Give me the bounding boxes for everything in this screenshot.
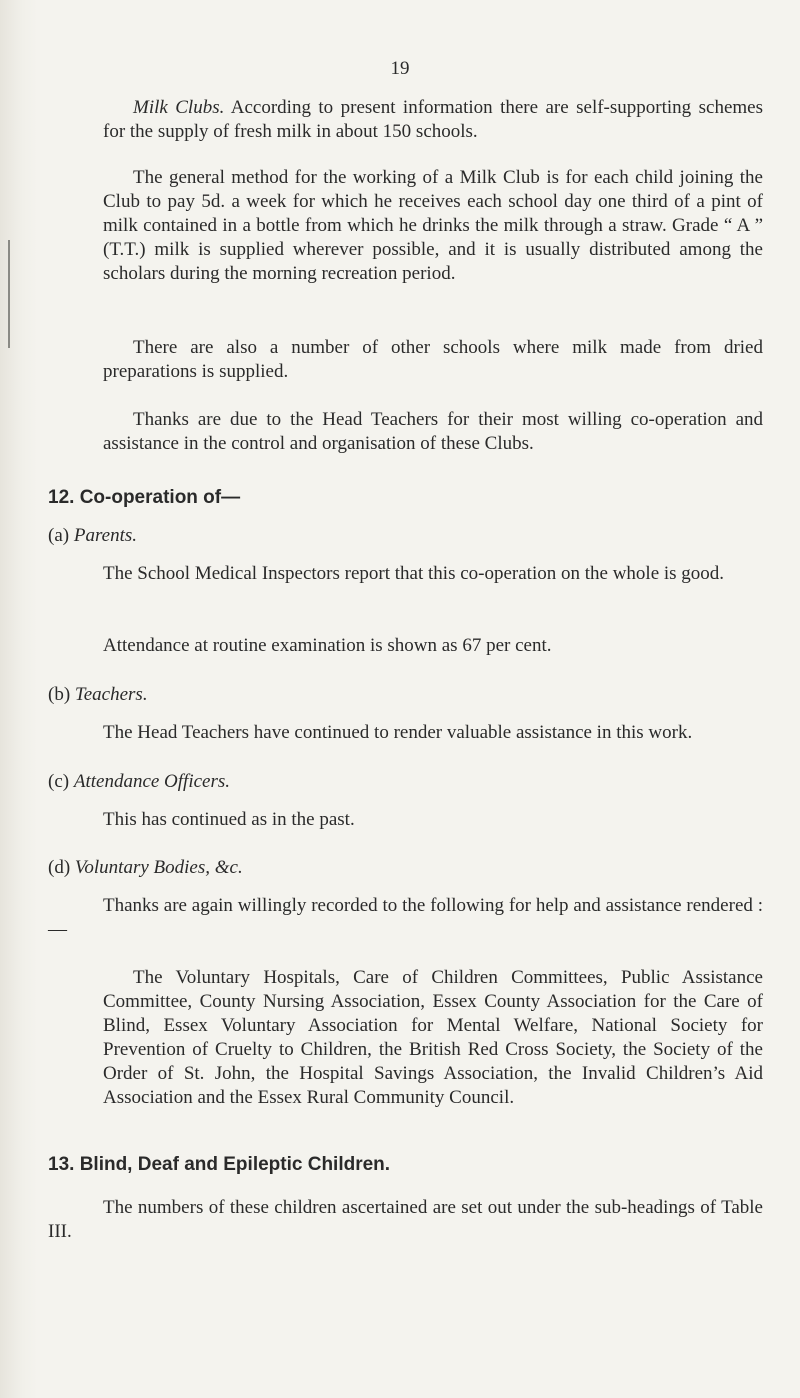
subsection-c-title: Attendance Officers. bbox=[73, 771, 231, 792]
milk-clubs-title: Milk Clubs. bbox=[133, 97, 225, 118]
milk-clubs-thanks-paragraph: Thanks are due to the Head Teachers for their most willing co-operation and assistance in the control and organisation of these Clubs. bbox=[103, 409, 763, 454]
binding-margin-shadow bbox=[0, 0, 38, 1398]
subsection-b-heading bbox=[48, 683, 148, 707]
section-13-heading: 13. Blind, Deaf and Epileptic Children. bbox=[48, 1154, 391, 1175]
subsection-a-heading bbox=[48, 524, 137, 548]
subsection-a-title: Parents. bbox=[73, 525, 137, 546]
subsection-d-title: Voluntary Bodies, &c. bbox=[74, 857, 243, 878]
section-12-heading: 12. Co-operation of— bbox=[48, 487, 241, 508]
subsection-d-heading bbox=[48, 856, 243, 880]
subsection-d-label: (d) bbox=[48, 857, 71, 878]
attendance-officers-paragraph: This has continued as in the past. bbox=[103, 809, 355, 830]
subsection-b-label: (b) bbox=[48, 684, 71, 705]
attendance-paragraph: Attendance at routine examination is shown as 67 per cent. bbox=[103, 635, 552, 656]
subsection-b-title: Teachers. bbox=[74, 684, 148, 705]
milk-clubs-method-paragraph: The general method for the working of a Milk Club is for each child joining the Club to pay 5d. a week for which he receives each school day one third of a pint of milk contained in a bottle from which he drinks the milk through a straw. Grade “ A ” (T.T.) milk is supplied wherever possible, and it is usually distributed among the scholars during the morning recreation period. bbox=[103, 167, 763, 284]
subsection-c-heading bbox=[48, 770, 230, 794]
milk-clubs-dried-paragraph: There are also a number of other schools where milk made from dried preparations is supplied. bbox=[103, 337, 763, 382]
voluntary-bodies-list: The Voluntary Hospitals, Care of Children Committees, Public Assistance Committee, County Nursing Association, Essex County Association for the Care of Blind, Essex Voluntary Association for Mental Welfare, National Society for Prevention of Cruelty to Children, the British Red Cross Society, the Society of the Order of St. John, the Hospital Savings Association, the Invalid Children’s Aid Association and the Essex Rural Community Council. bbox=[103, 967, 763, 1108]
teachers-paragraph: The Head Teachers have continued to render valuable assistance in this work. bbox=[103, 722, 693, 743]
milk-clubs-intro bbox=[103, 96, 763, 144]
blind-deaf-paragraph: The numbers of these children ascertained are set out under the sub-headings of Table III. bbox=[48, 1197, 763, 1242]
margin-rule bbox=[8, 240, 10, 348]
milk-clubs-intro-text: According to present information there are self-supporting schemes for the supply of fresh milk in about 150 schools. bbox=[103, 97, 763, 142]
voluntary-thanks-paragraph: Thanks are again willingly recorded to the following for help and assistance rendered :— bbox=[48, 895, 763, 940]
parents-paragraph: The School Medical Inspectors report that this co-operation on the whole is good. bbox=[103, 563, 725, 584]
subsection-c-label: (c) bbox=[48, 771, 70, 792]
subsection-a-label: (a) bbox=[48, 525, 70, 546]
page-number: 19 bbox=[390, 58, 410, 79]
